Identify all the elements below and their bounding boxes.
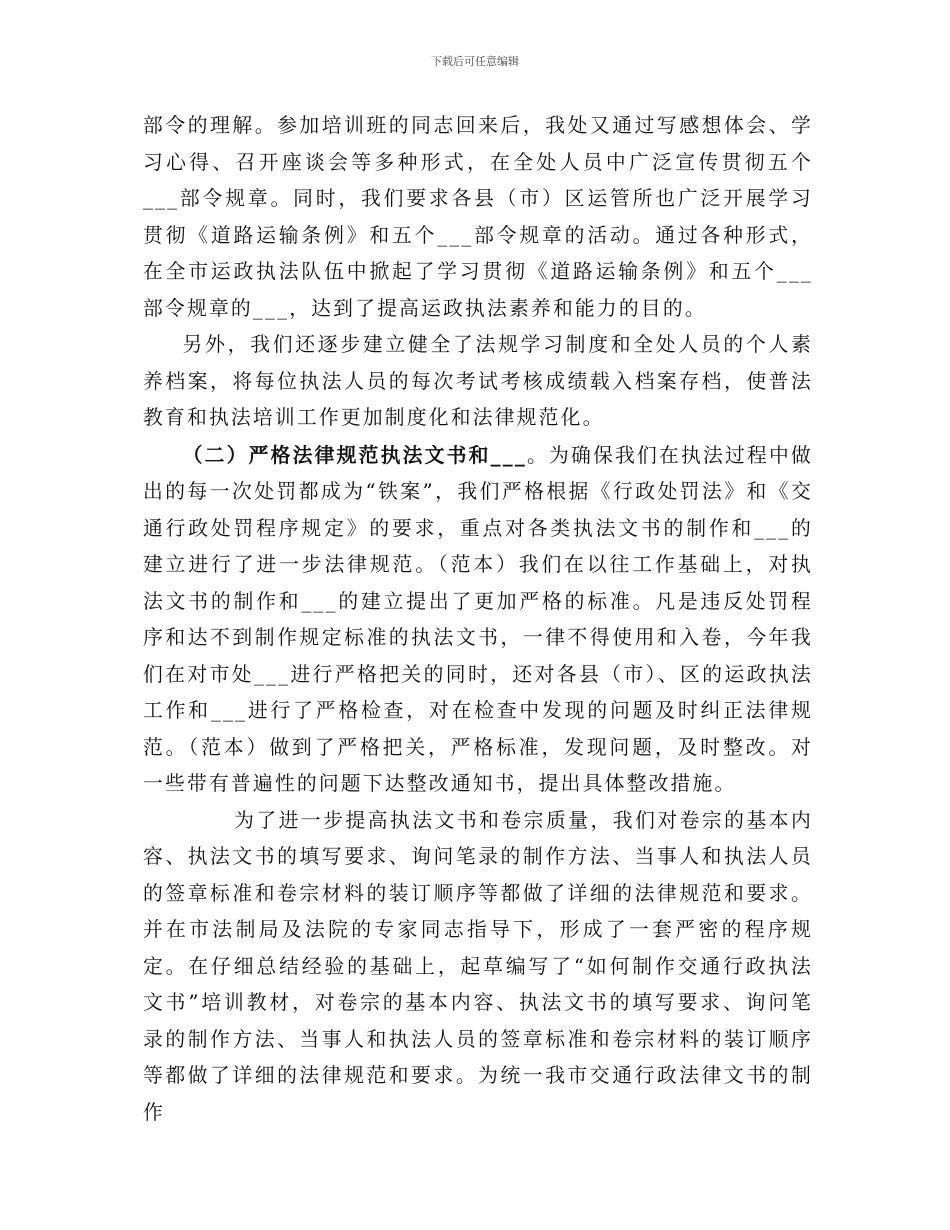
section-heading: （二）严格法律规范执法文书和___ [182,442,527,467]
paragraph-4: 为了进一步提高执法文书和卷宗质量，我们对卷宗的基本内容、执法文书的填写要求、询问笔录的制作方法、当事人和执法人员的签章标准和卷宗材料的装订顺序等都做了详细的法律规范和要求。并在市法制局及法院的专家同志指导下，形成了一套严密的程序规定。在仔细总结经验的基础上，起草编写了“如何制作交通行政执法文书”培训教材，对卷宗的基本内容、执法文书的填写要求、询问笔录的制作方法、当事人和执法人员的签章标准和卷宗材料的装订顺序等都做了详细的法律规范和要求。为统一我市交通行政法律文书的制作 [143,808,813,1124]
page-header: 下载后可任意编辑 [431,55,519,68]
paragraph-3-text: 。为确保我们在执法过程中做出的每一次处罚都成为“铁案”，我们严格根据《行政处罚法》和《交通行政处罚程序规定》的要求，重点对各类执法文书的制作和___的建立进行了进一步法律规范。（范本）我们在以往工作基础上，对执法文书的制作和___的建立提出了更加严格的标准。凡是违反处罚程序和达不到制作规定标准的执法文书，一律不得使用和入卷，今年我们在对市处___进行严格把关的同时，还对各县（市）、区的运政执法工作和___进行了严格检查，对在检查中发现的问题及时纠正法律规范。（范本）做到了严格把关，严格标准，发现问题，及时整改。对一些带有普遍性的问题下达整改通知书，提出具体整改措施。 [143,443,813,795]
paragraph-1: 部令的理解。参加培训班的同志回来后，我处又通过写感想体会、学习心得、召开座谈会等多种形式，在全处人员中广泛宣传贯彻五个___部令规章。同时，我们要求各县（市）区运管所也广泛开展学习贯彻《道路运输条例》和五个___部令规章的活动。通过各种形式，在全市运政执法队伍中掀起了学习贯彻《道路运输条例》和五个___部令规章的___，达到了提高运政执法素养和能力的目的。 [143,114,813,320]
document-body [143,108,813,1131]
paragraph-3 [143,437,813,803]
paragraph-2: 另外，我们还逐步建立健全了法规学习制度和全处人员的个人素养档案，将每位执法人员的每次考试考核成绩载入档案存档，使普法教育和执法培训工作更加制度化和法律规范化。 [143,333,813,429]
